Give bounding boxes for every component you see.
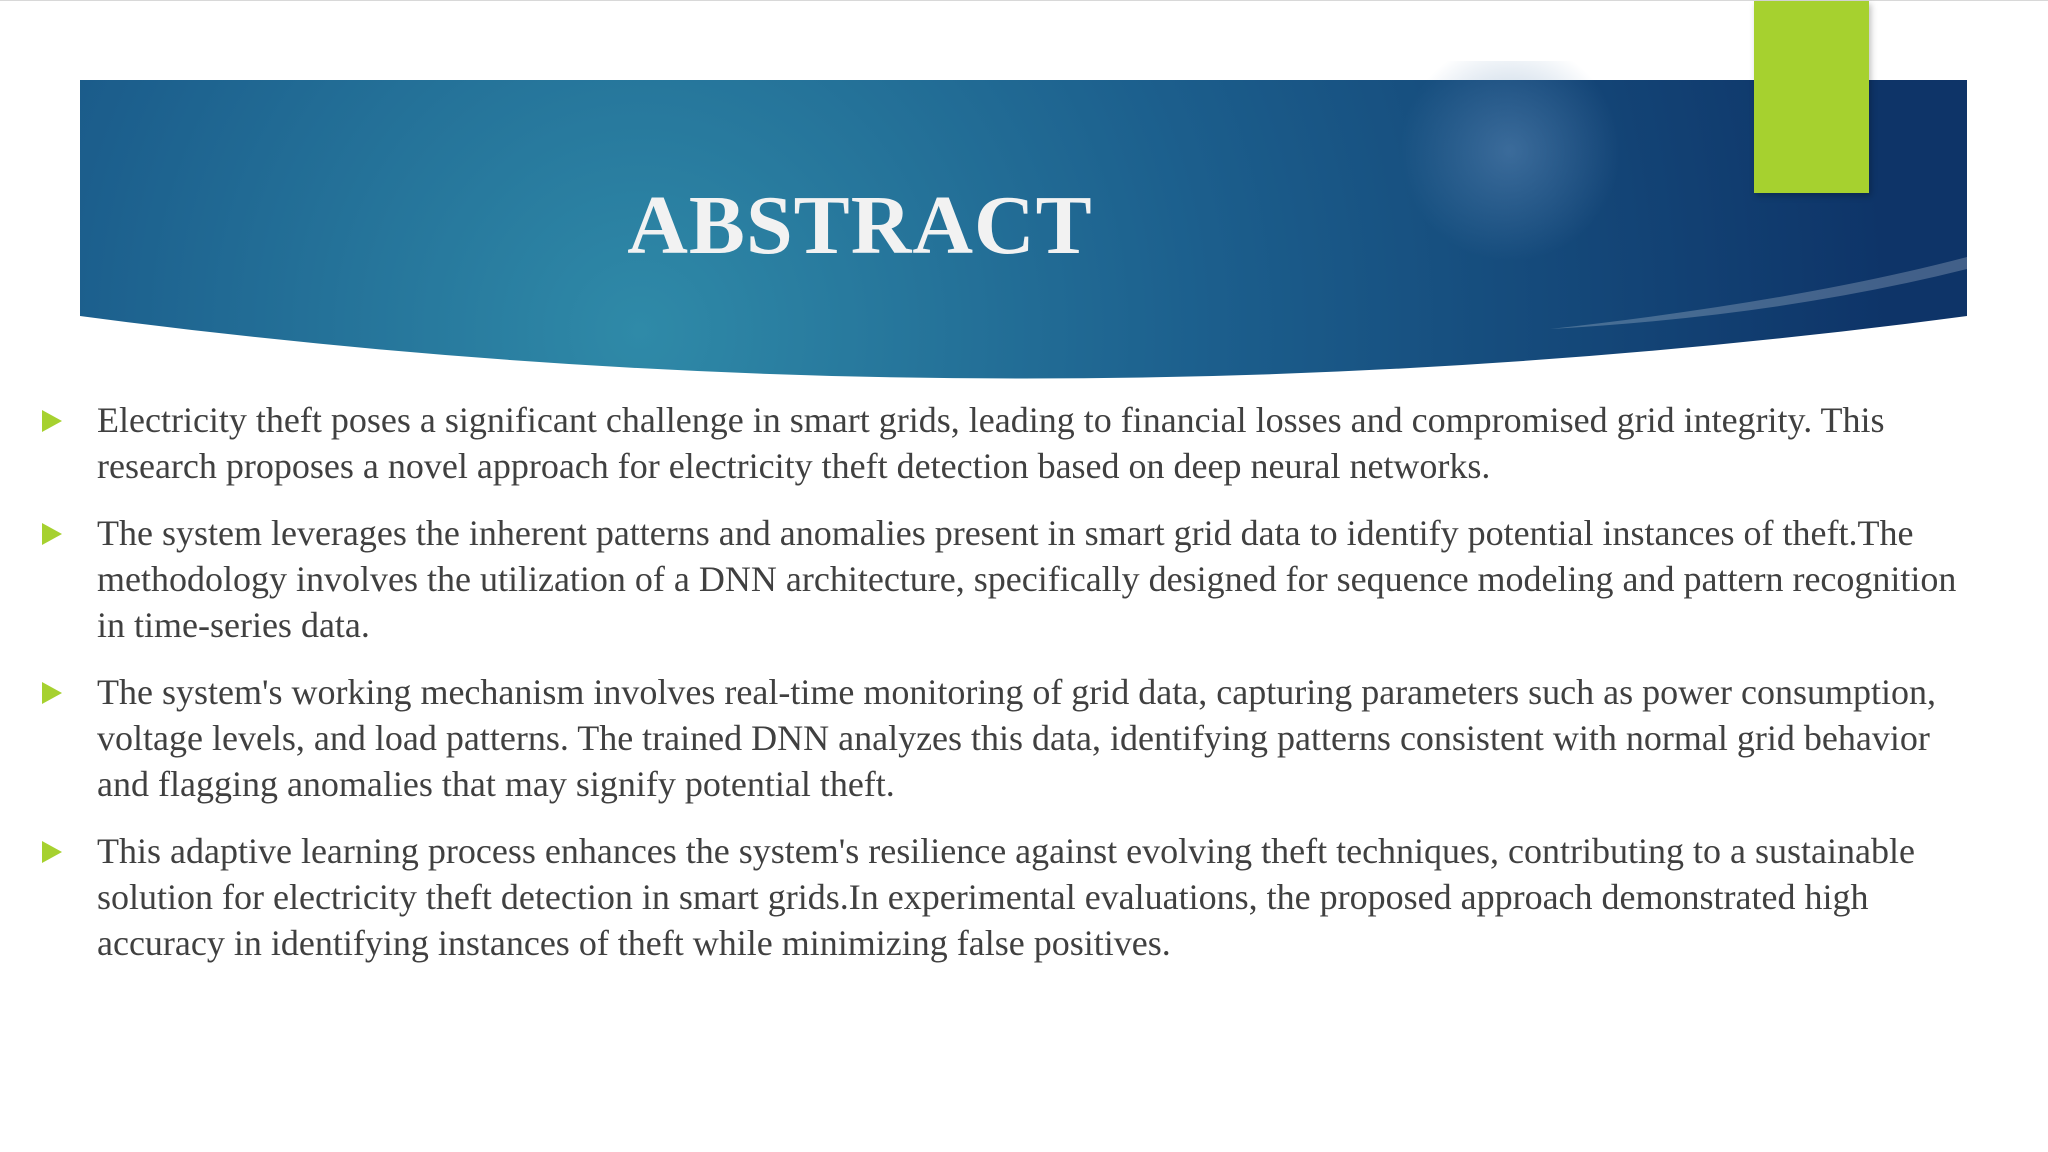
bullet-item [40,397,1960,489]
triangle-right-icon [42,841,62,863]
triangle-right-icon [42,410,62,432]
slide-title: ABSTRACT [627,179,1093,272]
bullet-item [40,669,1960,807]
bullet-item [40,510,1960,648]
bullet-text: This adaptive learning process enhances the system's resilience against evolving theft techniques, contributing to a sustainable solution for electricity theft detection in smart grids.In experimental evaluations, the proposed approach demonstrated high accuracy in identifying instances of theft while minimizing false positives. [97,831,1915,963]
bullet-item [40,828,1960,966]
bullet-list [40,397,1960,987]
bullet-text: The system's working mechanism involves real-time monitoring of grid data, capturing parameters such as power consumption, voltage levels, and load patterns. The trained DNN analyzes this data, identifying patterns consistent with normal grid behavior and flagging anomalies that may signify potential theft. [97,672,1937,804]
triangle-right-icon [42,682,62,704]
accent-bar [1754,1,1869,193]
bullet-text: The system leverages the inherent patterns and anomalies present in smart grid data to identify potential instances of theft.The methodology involves the utilization of a DNN architecture, specifically designed for sequence modeling and pattern recognition in time-series data. [97,513,1957,645]
bullet-text: Electricity theft poses a significant challenge in smart grids, leading to financial losses and compromised grid integrity. This research proposes a novel approach for electricity theft detection based on deep neural networks. [97,400,1885,486]
triangle-right-icon [42,523,62,545]
